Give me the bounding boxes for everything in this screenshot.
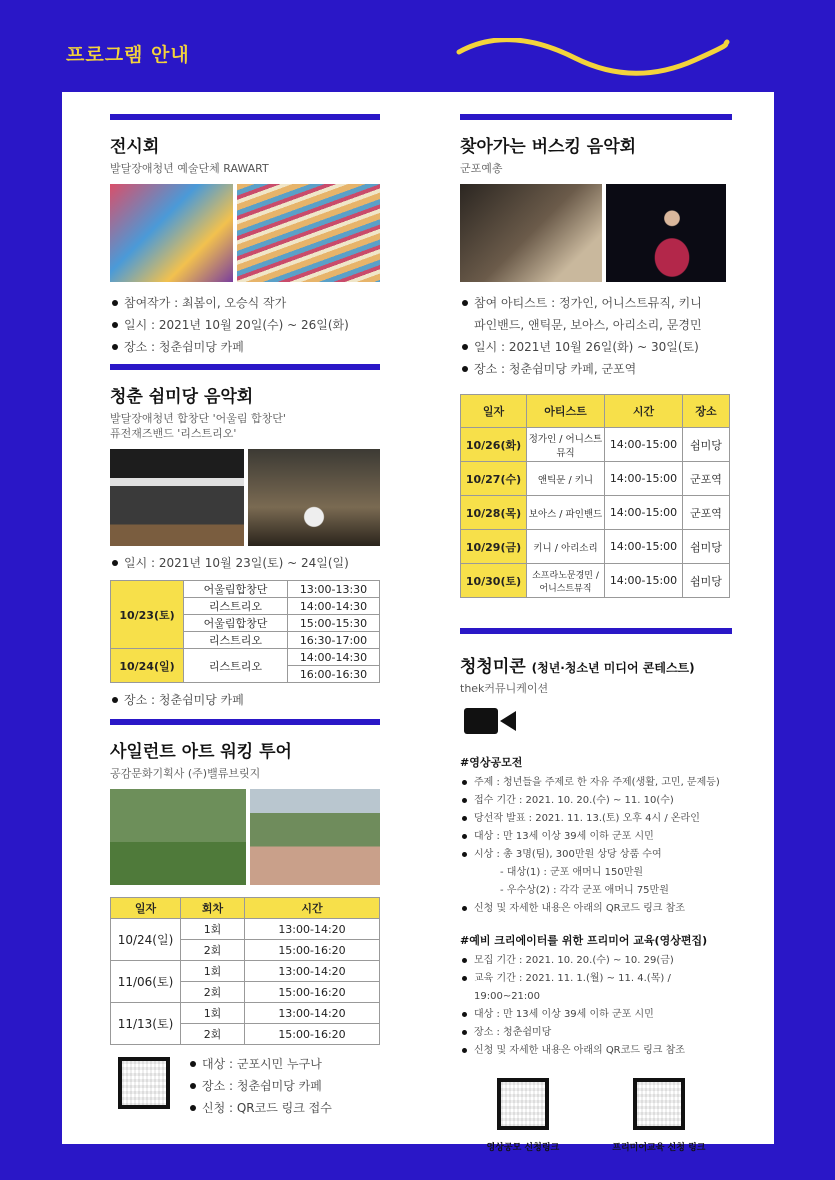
band-photo <box>460 184 602 282</box>
premiere-title: #예비 크리에이터를 위한 프리미어 교육(영상편집) <box>460 934 708 947</box>
table-cell: 10/29(금) <box>461 530 527 564</box>
table-cell: 소프라노문경민 / 어니스트뮤직 <box>527 564 605 598</box>
list-item: 장소 : 청춘쉼미당 카페 <box>188 1075 332 1097</box>
list-item: 일시 : 2021년 10월 26일(화) ~ 30일(토) <box>460 336 732 358</box>
section-divider <box>460 628 732 634</box>
video-camera-icon <box>464 706 516 736</box>
list-item: 접수 기간 : 2021. 10. 20.(수) ~ 11. 10(수) <box>460 792 732 810</box>
silent-tour-subtitle: 공감문화기획사 (주)밸류브릿지 <box>110 767 261 780</box>
busking-subtitle: 군포예총 <box>460 162 503 175</box>
video-contest-info <box>460 774 732 918</box>
table-cell: 13:00-14:20 <box>245 919 380 940</box>
table-cell: 15:00-15:30 <box>288 615 380 632</box>
tour-info <box>188 1053 332 1119</box>
artwork-photo <box>237 184 380 282</box>
table-cell: 앤틱문 / 키니 <box>527 462 605 496</box>
page-title: 프로그램 안내 <box>66 44 190 66</box>
table-cell: 1회 <box>181 1003 245 1024</box>
exhibition-subtitle: 발달장애청년 예술단체 RAWART <box>110 162 269 175</box>
concert-subtitle-line: 퓨전재즈밴드 '리스트리오' <box>110 427 237 440</box>
qr-label: 영상공모 신청링크 <box>486 1143 560 1153</box>
table-cell: 11/13(토) <box>111 1003 181 1045</box>
table-cell: 군포역 <box>683 462 730 496</box>
list-item: 장소 : 청춘쉼미당 카페, 군포역 <box>460 358 732 380</box>
table-cell: 15:00-16:20 <box>245 982 380 1003</box>
program-sheet <box>62 92 774 1153</box>
qr-links <box>460 1078 732 1153</box>
table-cell: 14:00-15:00 <box>605 564 683 598</box>
section-divider <box>110 114 380 120</box>
right-column <box>460 114 732 1153</box>
wave-decoration <box>455 38 730 78</box>
table-header: 시간 <box>605 395 683 428</box>
qr-block <box>612 1078 705 1153</box>
band-photo <box>248 449 380 546</box>
video-contest-title: #영상공모전 <box>460 756 523 769</box>
contest-title <box>460 652 732 677</box>
table-cell: 쉼미당 <box>683 564 730 598</box>
list-item: 대상 : 만 13세 이상 39세 이하 군포 시민 <box>460 1006 732 1024</box>
premiere-info <box>460 952 732 1060</box>
concert-schedule-table <box>110 580 380 683</box>
table-cell: 14:00-14:30 <box>288 598 380 615</box>
list-item: 주제 : 청년들을 주제로 한 자유 주제(생활, 고민, 문제등) <box>460 774 732 792</box>
singer-photo <box>606 184 726 282</box>
table-cell: 14:00-15:00 <box>605 462 683 496</box>
table-cell: 10/30(토) <box>461 564 527 598</box>
table-cell: 14:00-15:00 <box>605 428 683 462</box>
table-cell: 14:00-15:00 <box>605 530 683 564</box>
qr-code[interactable] <box>633 1078 685 1130</box>
qr-label: 프리미어교육 신청 링크 <box>612 1143 706 1153</box>
table-header: 일자 <box>461 395 527 428</box>
table-cell: 16:00-16:30 <box>288 666 380 683</box>
table-cell: 16:30-17:00 <box>288 632 380 649</box>
table-cell: 14:00-14:30 <box>288 649 380 666</box>
list-item: - 우수상(2) : 각각 군포 애머니 75만원 <box>500 885 669 896</box>
table-cell: 13:00-14:20 <box>245 1003 380 1024</box>
table-cell: 10/23(토) <box>111 581 184 649</box>
list-item: 대상 : 만 13세 이상 39세 이하 군포 시민 <box>460 828 732 846</box>
exhibition-title: 전시회 <box>110 137 160 157</box>
list-item: 장소 : 청춘쉼미당 <box>460 1024 732 1042</box>
table-header: 장소 <box>683 395 730 428</box>
table-cell: 2회 <box>181 940 245 961</box>
table-cell: 10/26(화) <box>461 428 527 462</box>
table-cell: 어울림합창단 <box>184 615 288 632</box>
table-cell: 쉼미당 <box>683 428 730 462</box>
list-item: 장소 : 청춘쉼미당 카페 <box>110 336 380 358</box>
table-header: 회차 <box>181 898 245 919</box>
table-cell: 2회 <box>181 1024 245 1045</box>
concert-title: 청춘 쉼미당 음악회 <box>110 387 254 407</box>
table-cell: 키니 / 아리소리 <box>527 530 605 564</box>
table-cell: 11/06(토) <box>111 961 181 1003</box>
table-cell: 정가인 / 어니스트뮤직 <box>527 428 605 462</box>
contest-subtitle: thek커뮤니케이션 <box>460 682 549 695</box>
table-cell: 리스트리오 <box>184 632 288 649</box>
tour-schedule-table <box>110 897 380 1045</box>
table-header: 아티스트 <box>527 395 605 428</box>
list-item: 시상 : 총 3명(팀), 300만원 상당 상품 수여 <box>460 846 732 864</box>
table-cell: 리스트리오 <box>184 649 288 683</box>
table-cell: 보아스 / 파인밴드 <box>527 496 605 530</box>
list-item: 교육 기간 : 2021. 11. 1.(월) ~ 11. 4.(목) / 19:00~21:00 <box>460 970 732 1006</box>
table-cell: 10/28(목) <box>461 496 527 530</box>
list-item: 신청 및 자세한 내용은 아래의 QR코드 링크 참조 <box>460 900 732 918</box>
concert-subtitle <box>110 411 380 441</box>
list-item: 파인밴드, 앤틱문, 보아스, 아리소리, 문경민 <box>474 318 702 332</box>
table-cell: 리스트리오 <box>184 598 288 615</box>
tour-photos <box>110 789 380 885</box>
list-item: 장소 : 청춘쉼미당 카페 <box>110 689 380 711</box>
silent-tour-title: 사일런트 아트 워킹 투어 <box>110 742 292 762</box>
section-divider <box>110 364 380 370</box>
busking-title: 찾아가는 버스킹 음악회 <box>460 137 637 157</box>
list-item: 일시 : 2021년 10월 23일(토) ~ 24일(일) <box>110 552 380 574</box>
section-divider <box>110 719 380 725</box>
choir-photo <box>110 449 244 546</box>
list-item: 대상 : 군포시민 누구나 <box>188 1053 332 1075</box>
qr-block <box>487 1078 560 1153</box>
table-cell: 1회 <box>181 919 245 940</box>
concert-photos <box>110 449 380 546</box>
table-cell: 군포역 <box>683 496 730 530</box>
contest-title-main: 청청미콘 <box>460 657 526 677</box>
table-cell: 2회 <box>181 982 245 1003</box>
table-cell: 10/27(수) <box>461 462 527 496</box>
tour-photo <box>250 789 380 885</box>
table-header: 시간 <box>245 898 380 919</box>
list-item: 신청 : QR코드 링크 접수 <box>188 1097 332 1119</box>
list-item: 당선작 발표 : 2021. 11. 13.(토) 오후 4시 / 온라인 <box>460 810 732 828</box>
qr-code[interactable] <box>497 1078 549 1130</box>
list-item: 일시 : 2021년 10월 20일(수) ~ 26일(화) <box>110 314 380 336</box>
section-divider <box>460 114 732 120</box>
table-cell: 10/24(일) <box>111 919 181 961</box>
exhibition-photos <box>110 184 380 282</box>
tour-footer <box>110 1057 380 1119</box>
tour-photo <box>110 789 246 885</box>
artwork-photo <box>110 184 233 282</box>
table-cell: 10/24(일) <box>111 649 184 683</box>
concert-date <box>110 552 380 574</box>
busking-photos <box>460 184 732 282</box>
table-cell: 쉼미당 <box>683 530 730 564</box>
qr-code[interactable] <box>118 1057 170 1109</box>
table-cell: 13:00-14:20 <box>245 961 380 982</box>
left-column <box>110 114 380 1119</box>
table-cell: 15:00-16:20 <box>245 940 380 961</box>
table-cell: 14:00-15:00 <box>605 496 683 530</box>
exhibition-info <box>110 292 380 358</box>
list-item: 참여작가 : 최봄이, 오승식 작가 <box>110 292 380 314</box>
busking-info <box>460 292 732 380</box>
contest-title-paren: (청년·청소년 미디어 콘테스트) <box>531 661 695 675</box>
concert-subtitle-line: 발달장애청년 합창단 '어울림 합창단' <box>110 412 286 425</box>
concert-place <box>110 689 380 711</box>
table-cell: 어울림합창단 <box>184 581 288 598</box>
list-item: 모집 기간 : 2021. 10. 20.(수) ~ 10. 29(금) <box>460 952 732 970</box>
table-cell: 13:00-13:30 <box>288 581 380 598</box>
list-item: 참여 아티스트 : 정가인, 어니스트뮤직, 키니 <box>460 292 732 314</box>
table-header: 일자 <box>111 898 181 919</box>
list-item: 신청 및 자세한 내용은 아래의 QR코드 링크 참조 <box>460 1042 732 1060</box>
table-cell: 1회 <box>181 961 245 982</box>
busking-schedule-table <box>460 394 730 598</box>
list-item: - 대상(1) : 군포 애머니 150만원 <box>500 867 644 878</box>
table-cell: 15:00-16:20 <box>245 1024 380 1045</box>
